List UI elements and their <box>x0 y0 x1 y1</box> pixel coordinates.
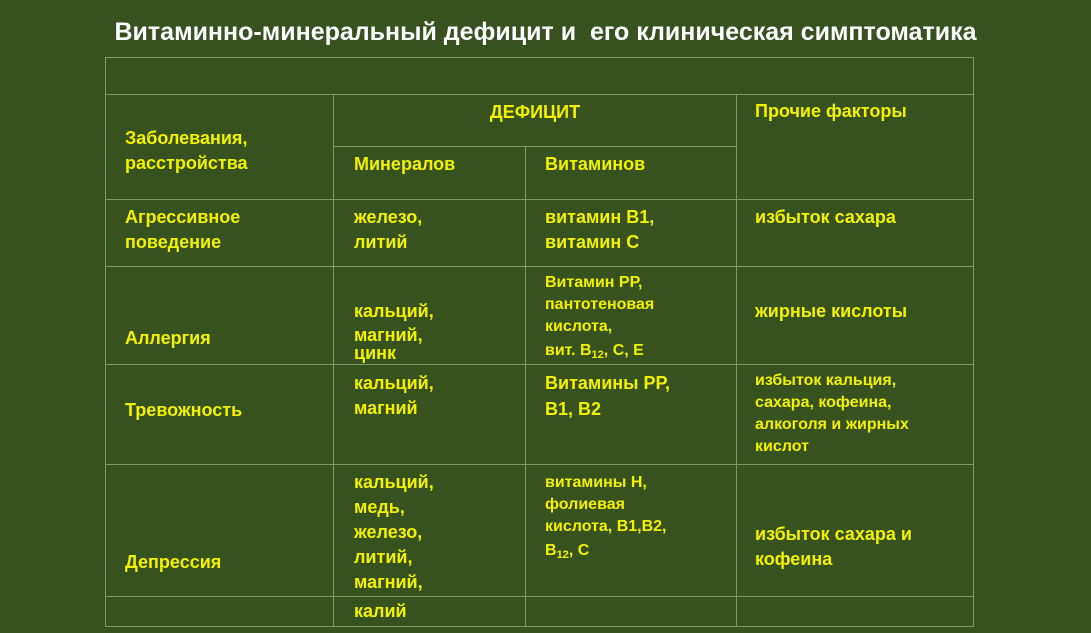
table-divider <box>105 199 974 200</box>
row-anxiety-other: избыток кальция, сахара, кофеина, алкоголя и жирных кислот <box>755 372 909 455</box>
table-divider <box>105 94 974 95</box>
row-anxiety-minerals: кальций, магний <box>354 373 434 418</box>
row-anxiety-vitamins-last: В1, В2 <box>545 399 602 419</box>
row-extra-minerals: калий <box>354 601 407 621</box>
header-deficit: ДЕФИЦИТ <box>489 102 581 122</box>
row-allergy-minerals-last: цинк <box>354 343 397 363</box>
table-divider <box>525 146 526 627</box>
row-allergy-disease: Аллергия <box>125 328 211 348</box>
row-allergy-minerals: кальций, магний, <box>354 301 434 345</box>
row-allergy-vitamins: Витамин РР, пантотеновая кислота, <box>545 274 655 335</box>
row-depression-disease: Депрессия <box>125 552 222 572</box>
header-vitamins: Витаминов <box>545 154 646 174</box>
header-other-factors: Прочие факторы <box>755 101 907 121</box>
table-divider <box>105 596 974 597</box>
header-minerals: Минералов <box>354 154 456 174</box>
row-anxiety-disease: Тревожность <box>125 400 243 420</box>
page-title: Витаминно-минеральный дефицит и его клиническая симптоматика <box>114 18 977 46</box>
row-allergy-vitamins-last: вит. $В_{12}$, С, Е <box>545 342 644 361</box>
table-divider <box>105 266 974 267</box>
table-border-right <box>973 57 974 627</box>
table-border-top <box>105 57 974 58</box>
row-aggression-vitamins: витамин В1, витамин С <box>545 207 655 252</box>
row-depression-vitamins-last: $В_{12}$, С <box>545 542 590 561</box>
row-aggression-other: избыток сахара <box>755 207 896 227</box>
table-divider <box>736 94 737 627</box>
table-border-left <box>105 57 106 627</box>
table-divider <box>333 146 737 147</box>
row-allergy-other: жирные кислоты <box>755 301 908 321</box>
table-divider <box>333 94 334 627</box>
row-depression-vitamins: витамины Н, фолиевая кислота, В1,В2, <box>545 474 667 535</box>
header-diseases: Заболевания, расстройства <box>125 128 248 173</box>
row-depression-other: избыток сахара и кофеина <box>755 524 912 569</box>
row-aggression-minerals: железо, литий <box>354 207 423 252</box>
table-border-bottom <box>105 626 974 627</box>
table-divider <box>105 464 974 465</box>
row-aggression-disease: Агрессивное поведение <box>125 207 241 252</box>
row-depression-minerals: кальций, медь, железо, литий, магний, <box>354 472 434 592</box>
row-anxiety-vitamins: Витамины РР, <box>545 373 671 393</box>
table-divider <box>105 364 974 365</box>
